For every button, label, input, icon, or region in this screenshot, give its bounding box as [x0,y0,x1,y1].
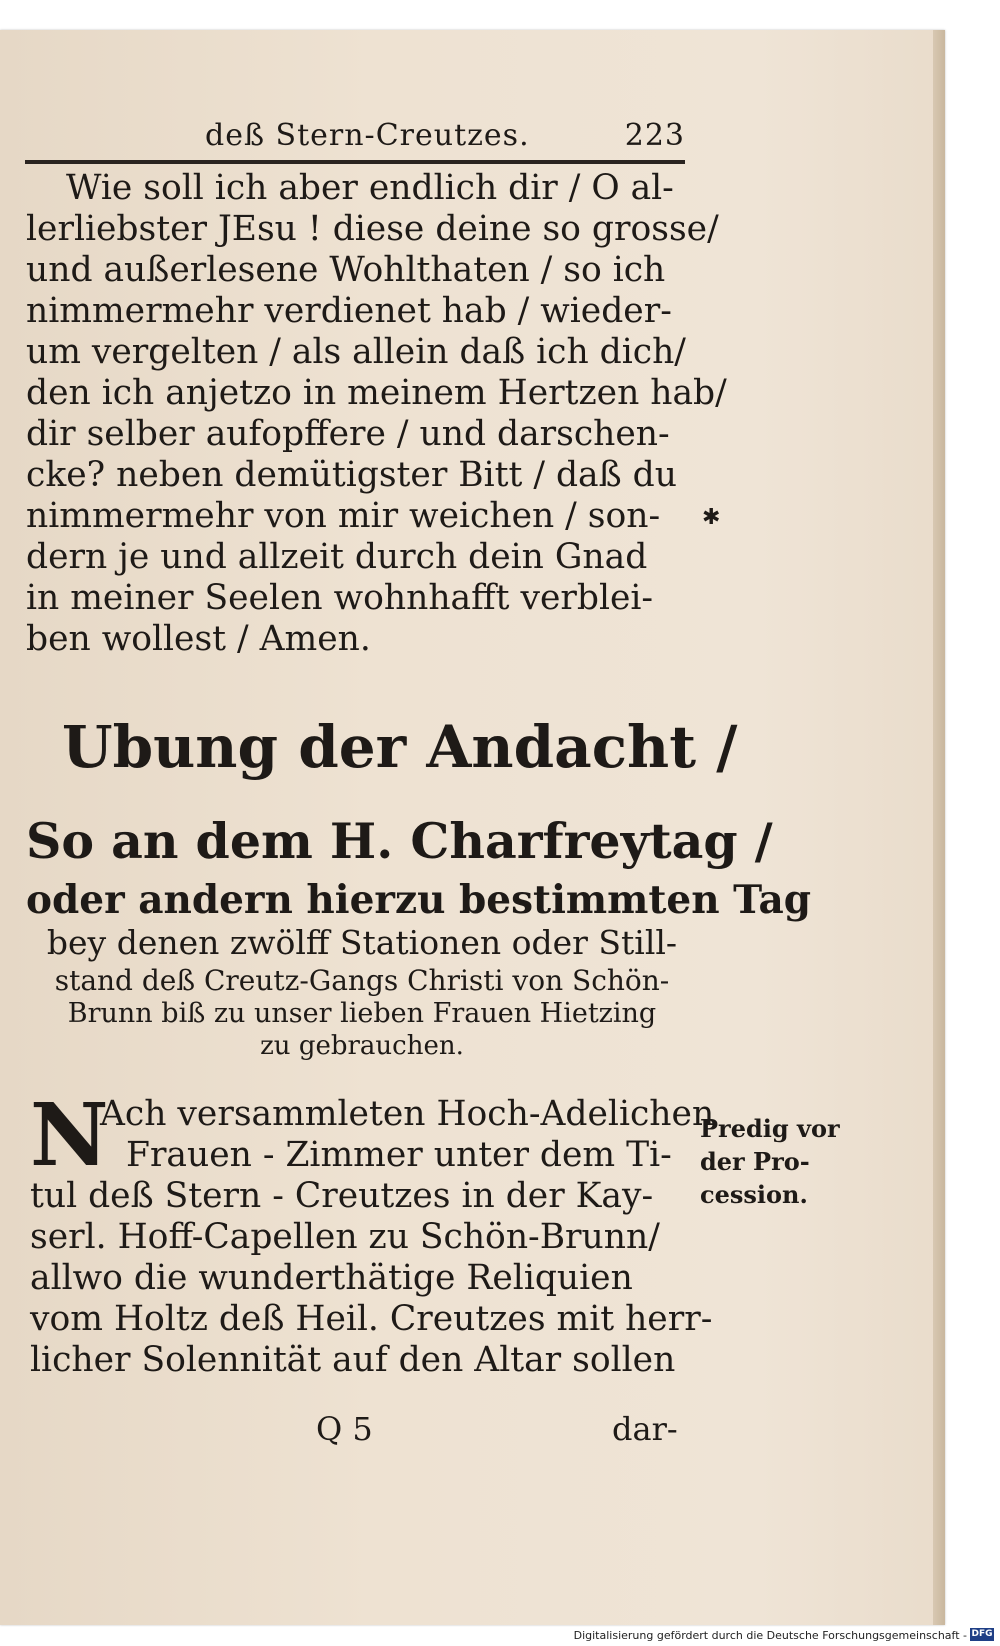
text-line: nimmermehr verdienet hab / wieder- [26,291,672,331]
margin-note-line: der Pro- [700,1147,810,1176]
header-rule [25,160,685,164]
text-line: Wie soll ich aber endlich dir / O al- [66,168,674,208]
subheading-line: oder andern hierzu bestimmten Tag [26,877,812,923]
text-line: allwo die wunderthätige Reliquien [30,1258,633,1298]
text-line: um vergelten / als allein daß ich dich/ [26,332,686,372]
text-line: cke? neben demütigster Bitt / daß du [26,455,677,495]
page-edge-shadow [933,30,945,1625]
margin-note-line: Predig vor [700,1114,840,1143]
margin-note [700,1112,850,1211]
text-line: tul deß Stern - Creutzes in der Kay- [30,1176,654,1216]
section-heading: Ubung der Andacht / [62,713,738,781]
drop-cap: N [30,1085,109,1186]
text-line: in meiner Seelen wohnhafft verblei- [26,578,654,618]
text-line: vom Holtz deß Heil. Creutzes mit herr- [30,1299,713,1339]
text-line: serl. Hoff-Capellen zu Schön-Brunn/ [30,1217,660,1257]
text-line: Frauen - Zimmer unter dem Ti- [126,1135,672,1175]
subheading-line: bey denen zwölff Stationen oder Still- [46,923,678,962]
subheading-line: zu gebrauchen. [260,1031,464,1061]
text-line: dern je und allzeit durch dein Gnad [26,537,648,577]
catchword: dar- [612,1410,678,1448]
text-line: und außerlesene Wohlthaten / so ich [26,250,666,290]
text-line: lerliebster JEsu ! diese deine so grosse/ [26,209,719,249]
paragraph-1 [26,168,727,660]
margin-star-mark: ✱ [702,505,721,530]
subheading-line: Brunn biß zu unser lieben Frauen Hietzing [67,998,657,1029]
text-line: dir selber aufopffere / und darschen- [26,414,670,454]
text-line: nimmermehr von mir weichen / son- [26,496,661,536]
funding-credit: Digitalisierung gefördert durch die Deutsche Forschungsgemeinschaft - [573,1629,967,1642]
paragraph-2 [30,1085,715,1381]
subheading-line: stand deß Creutz-Gangs Christi von Schön- [54,964,670,997]
text-line: Ach versammleten Hoch-Adelichen [100,1094,715,1134]
dfg-logo-icon: DFG [971,1629,993,1639]
text-line: den ich anjetzo in meinem Hertzen hab/ [26,373,727,413]
text-line: ben wollest / Amen. [26,619,371,659]
margin-note-line: cession. [700,1180,808,1209]
text-line: licher Solennität auf den Altar sollen [30,1340,676,1380]
subheading-line: So an dem H. Charfreytag / [26,812,773,870]
page-number: 223 [624,118,685,153]
signature-mark: Q 5 [316,1410,373,1448]
page-header [205,118,685,154]
running-title: deß Stern-Creutzes. [205,118,530,153]
